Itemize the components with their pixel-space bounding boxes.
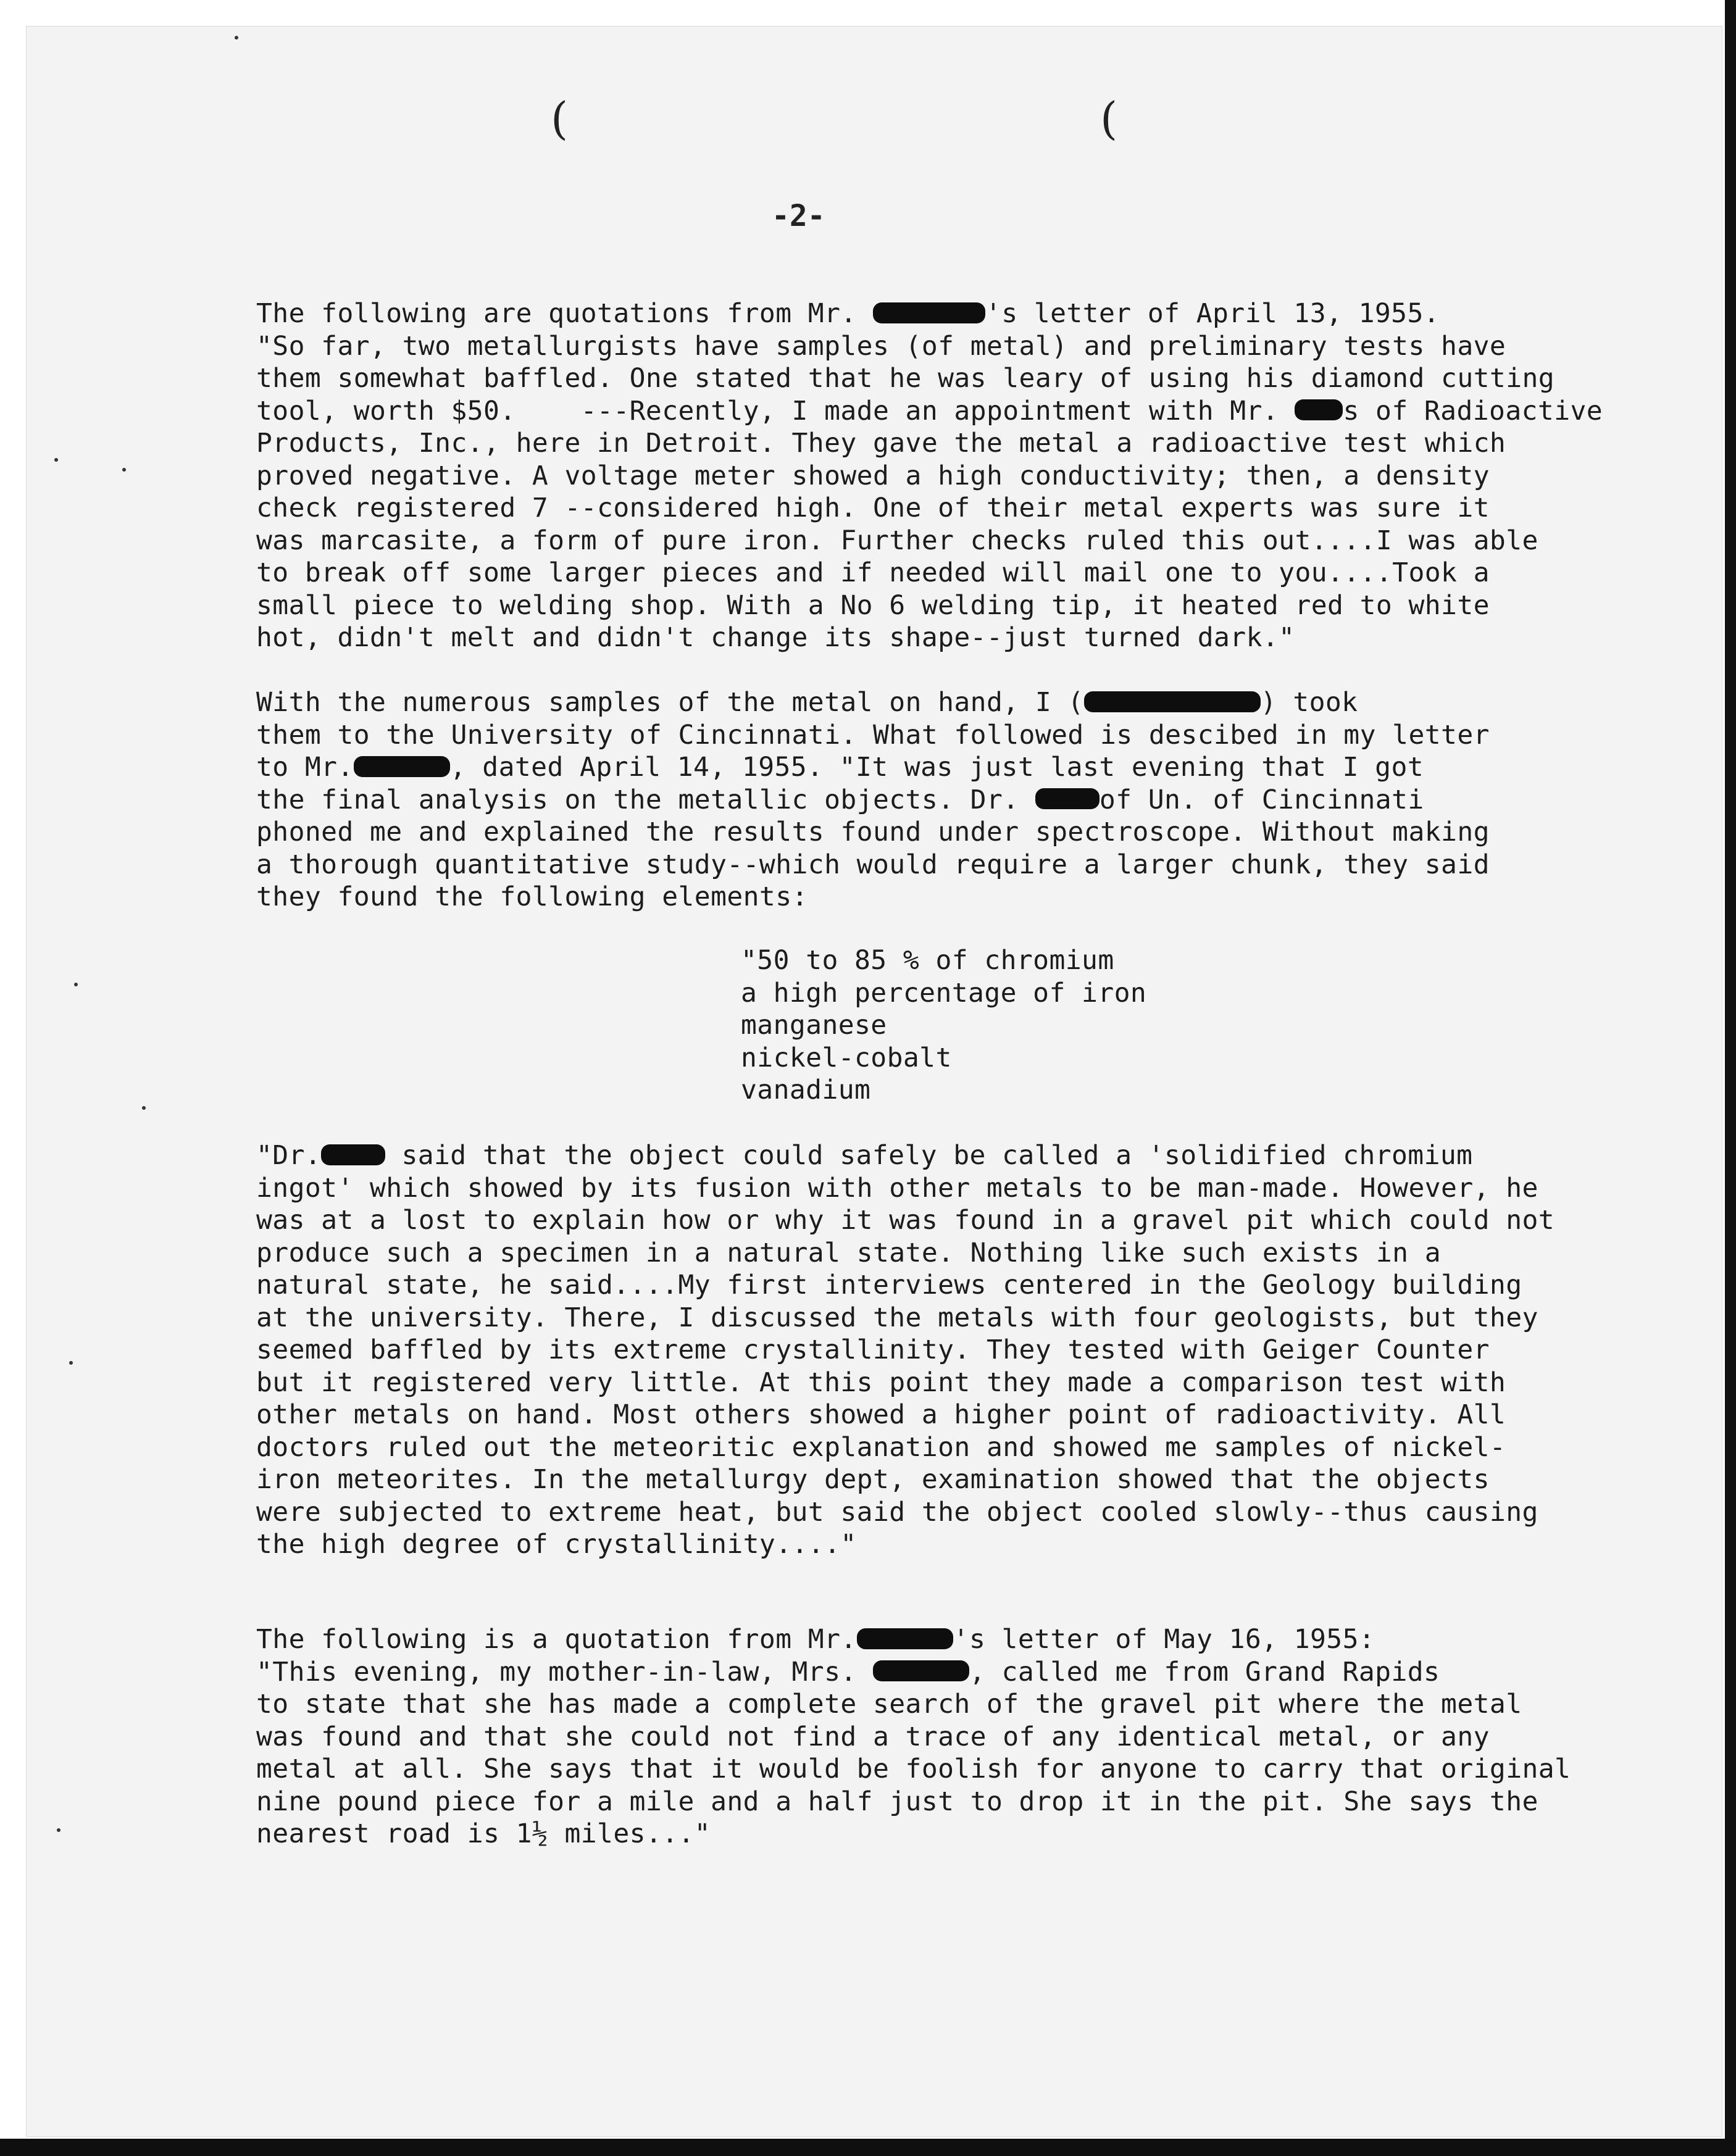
text-line: natural state, he said....My first interviews centered in the Geology building — [256, 1270, 1522, 1301]
redaction-mark — [354, 756, 450, 777]
text-line: was marcasite, a form of pure iron. Further checks ruled this out....I was able — [256, 525, 1538, 556]
text-line: but it registered very little. At this point they made a comparison test with — [256, 1367, 1506, 1398]
text-line: proved negative. A voltage meter showed a high conductivity; then, a density — [256, 460, 1490, 491]
text-line: "50 to 85 % of chromium — [741, 945, 1114, 976]
text-line: iron meteorites. In the metallurgy dept, examination showed that the objects — [256, 1464, 1490, 1495]
text-line: hot, didn't melt and didn't change its shape--just turned dark." — [256, 622, 1295, 653]
top-mark-right: ( — [1100, 93, 1118, 144]
redaction-mark — [873, 302, 985, 323]
text-line: The following is a quotation from Mr. 's letter of May 16, 1955: — [256, 1624, 1375, 1655]
text-line: to Mr. , dated April 14, 1955. "It was just last evening that I got — [256, 752, 1424, 783]
text-line: a thorough quantitative study--which would require a larger chunk, they said — [256, 849, 1490, 880]
text-line: was found and that she could not find a trace of any identical metal, or any — [256, 1721, 1490, 1752]
redaction-mark — [1295, 399, 1343, 420]
text-line: them to the University of Cincinnati. What followed is descibed in my letter — [256, 719, 1490, 751]
text-line: The following are quotations from Mr. 's letter of April 13, 1955. — [256, 298, 1440, 329]
text-line: the high degree of crystallinity...." — [256, 1529, 857, 1560]
text-line: With the numerous samples of the metal on hand, I ( ) took — [256, 687, 1358, 718]
text-line: to break off some larger pieces and if needed will mail one to you....Took a — [256, 557, 1490, 588]
text-line: a high percentage of iron — [741, 977, 1147, 1009]
text-line: were subjected to extreme heat, but said the object cooled slowly--thus causing — [256, 1496, 1538, 1528]
text-line: nickel-cobalt — [741, 1042, 952, 1073]
text-line: was at a lost to explain how or why it was found in a gravel pit which could not — [256, 1205, 1555, 1236]
text-line: ingot' which showed by its fusion with other metals to be man-made. However, he — [256, 1172, 1538, 1204]
paragraph-analysis — [256, 1139, 1554, 1561]
top-mark-left: ( — [551, 93, 569, 144]
text-line: seemed baffled by its extreme crystallinity. They tested with Geiger Counter — [256, 1334, 1490, 1365]
scan-border-bottom — [0, 2139, 1736, 2156]
text-line: at the university. There, I discussed the metals with four geologists, but they — [256, 1302, 1538, 1333]
text-line: vanadium — [741, 1075, 871, 1105]
text-line: check registered 7 --considered high. One of their metal experts was sure it — [256, 493, 1490, 523]
text-line: metal at all. She says that it would be foolish for anyone to carry that original — [256, 1754, 1571, 1784]
text-line: produce such a specimen in a natural state. Nothing like such exists in a — [256, 1237, 1442, 1268]
text-line: them somewhat baffled. One stated that he was leary of using his diamond cutting — [256, 363, 1555, 394]
text-line: nearest road is 1½ miles..." — [256, 1818, 711, 1849]
redaction-mark — [321, 1144, 385, 1165]
text-line: "Dr. said that the object could safely be called a 'solidified chromium — [256, 1140, 1473, 1171]
page-number: -2- — [772, 199, 825, 233]
paragraph-may16 — [256, 1623, 1571, 1850]
text-line: Products, Inc., here in Detroit. They gave the metal a radioactive test which — [256, 428, 1506, 459]
text-line: other metals on hand. Most others showed a higher point of radioactivity. All — [256, 1399, 1506, 1430]
redaction-mark — [857, 1628, 953, 1649]
paragraph-intro — [256, 298, 1603, 654]
text-line: tool, worth $50. ---Recently, I made an appointment with Mr. s of Radioactive — [256, 395, 1603, 427]
text-line: to state that she has made a complete search of the gravel pit where the metal — [256, 1689, 1522, 1720]
text-line: "This evening, my mother-in-law, Mrs. , called me from Grand Rapids — [256, 1656, 1440, 1688]
text-line: they found the following elements: — [256, 881, 808, 912]
text-line: the final analysis on the metallic objects. Dr. of Un. of Cincinnati — [256, 784, 1424, 815]
text-line: manganese — [741, 1010, 887, 1041]
text-line: phoned me and explained the results found under spectroscope. Without making — [256, 817, 1490, 847]
redaction-mark — [873, 1660, 969, 1681]
element-list — [741, 944, 1146, 1107]
text-line: small piece to welding shop. With a No 6 welding tip, it heated red to white — [256, 589, 1490, 621]
paragraph-cincinnati — [256, 686, 1490, 914]
text-line: nine pound piece for a mile and a half just to drop it in the pit. She says the — [256, 1786, 1538, 1817]
redaction-mark — [1035, 788, 1100, 809]
scan-border-right — [1725, 0, 1736, 2156]
redaction-mark — [1084, 691, 1261, 712]
text-line: doctors ruled out the meteoritic explanation and showed me samples of nickel- — [256, 1431, 1506, 1463]
text-line: "So far, two metallurgists have samples (of metal) and preliminary tests have — [256, 330, 1506, 362]
